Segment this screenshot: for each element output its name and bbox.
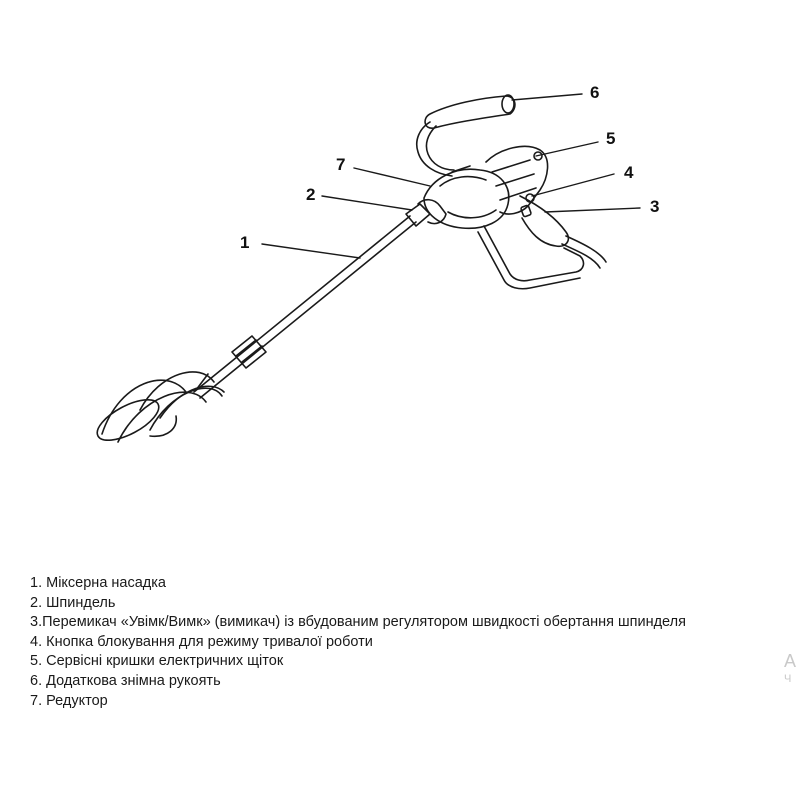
callout-number-7: 7 xyxy=(336,155,346,174)
legend-item-5: 5. Сервісні кришки електричних щіток xyxy=(30,653,284,670)
legend-item-2: 2. Шпиндель xyxy=(30,594,116,611)
legend-item-6: 6. Додаткова знімна рукоять xyxy=(30,672,221,689)
parts-legend xyxy=(30,574,686,711)
watermark-line-2: Ч xyxy=(784,673,792,685)
legend-item-3: 3.Перемикач «Увімк/Вимк» (вимикач) із вбудованим регулятором швидкості обертання шпинделя xyxy=(30,614,686,631)
mixer-shaft-drawing xyxy=(194,216,416,398)
callout-number-6: 6 xyxy=(590,83,600,102)
watermark-line-1: А xyxy=(784,651,797,671)
legend-item-4: 4. Кнопка блокування для режиму тривалої роботи xyxy=(30,633,373,650)
motor-housing-drawing xyxy=(486,146,548,214)
auxiliary-handle-drawing xyxy=(417,95,515,176)
callout-number-4: 4 xyxy=(624,163,634,182)
callout-number-1: 1 xyxy=(240,233,250,252)
callout-number-5: 5 xyxy=(606,129,616,148)
rear-grip-drawing xyxy=(520,194,606,268)
legend-item-1: 1. Міксерна насадка xyxy=(30,575,166,591)
callout-number-2: 2 xyxy=(306,185,316,204)
legend-item-7: 7. Редуктор xyxy=(30,692,108,709)
callout-number-3: 3 xyxy=(650,197,660,216)
watermark xyxy=(784,650,800,710)
gearbox-drawing xyxy=(424,169,509,228)
